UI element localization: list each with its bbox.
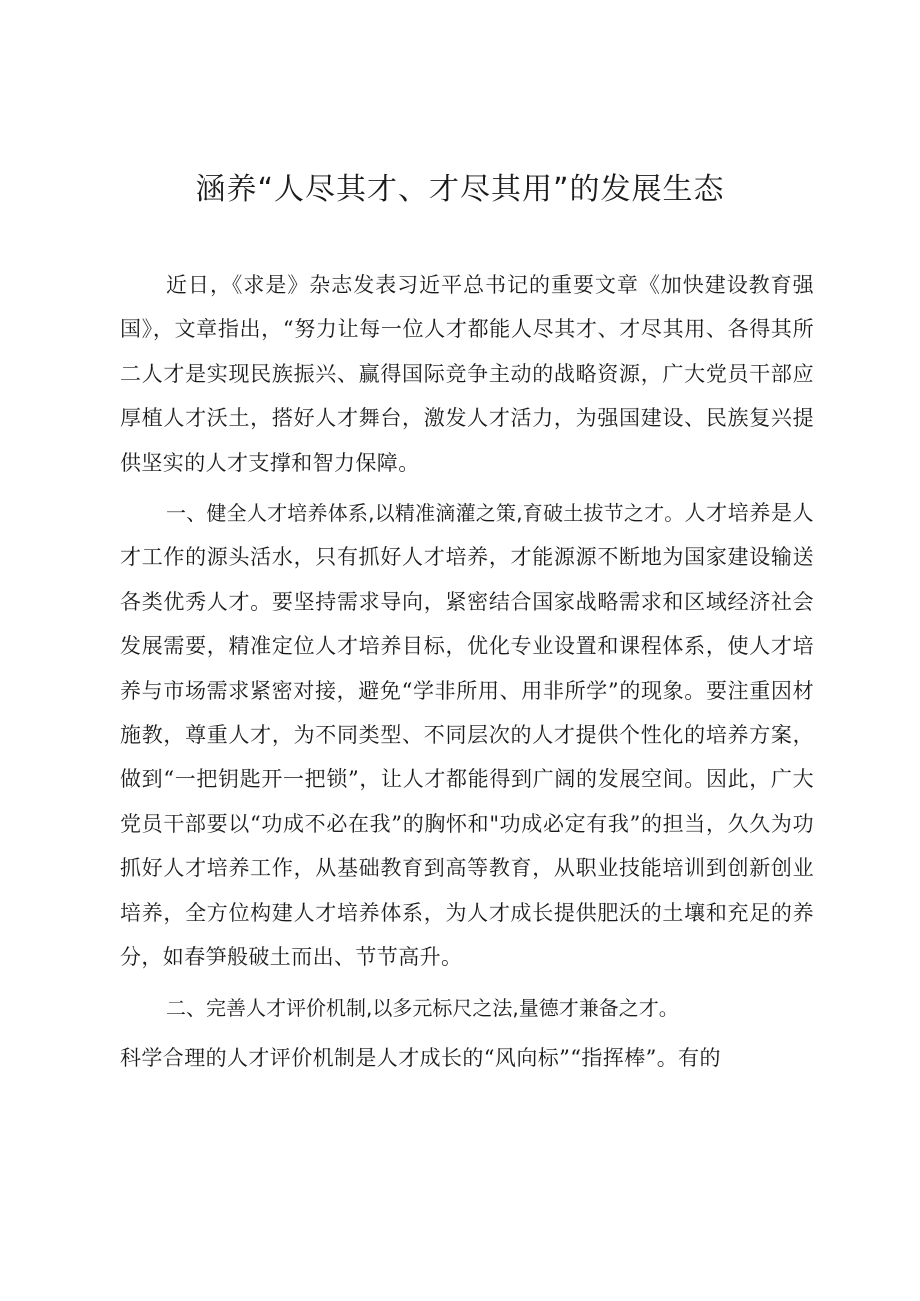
section-1-paragraph xyxy=(120,491,814,979)
intro-paragraph: 近日，《求是》杂志发表习近平总书记的重要文章《加快建设教育强国》，文章指出，“努力让每一位人才都能人尽其才、才尽其用、各得其所二人才是实现民族振兴、赢得国际竞争主动的战略资源，广大党员干部应厚植人才沃土，搭好人才舞台，激发人才活力，为强国建设、民族复兴提供坚实的人才支撑和智力保障。 xyxy=(120,273,814,475)
section-1-heading: 一、健全人才培养体系,以精准滴灌之策,育破土拔节之才。 xyxy=(166,501,685,526)
document-title: 涵养“人尽其才、才尽其用”的发展生态 xyxy=(195,172,725,207)
section-1-body: 人才培养是人才工作的源头活水，只有抓好人才培养，才能源源不断地为国家建设输送各类优秀人才。要坚持需求导向，紧密结合国家战略需求和区域经济社会发展需要，精准定位人才培养目标，优化专业设置和课程体系，使人才培养与市场需求紧密对接，避免“学非所用、用非所学”的现象。要注重因材施教，尊重人才，为不同类型、不同层次的人才提供个性化的培养方案，做到“一把钥匙开一把锁”，让人才都能得到广阔的发展空间。因此，广大党员干部要以“功成不必在我”的胸怀和"功成必定有我”的担当，久久为功抓好人才培养工作，从基础教育到高等教育，从职业技能培训到创新创业培养，全方位构建人才培养体系，为人才成长提供肥沃的土壤和充足的养分，如春笋般破土而出、节节高升。 xyxy=(120,501,814,970)
section-2-heading: 二、完善人才评价机制,以多元标尺之法,量德才兼备之才。 xyxy=(166,995,679,1020)
section-2-body: 科学合理的人才评价机制是人才成长的“风向标”“指挥棒”。有的 xyxy=(120,1045,721,1070)
document-body xyxy=(120,263,814,1080)
